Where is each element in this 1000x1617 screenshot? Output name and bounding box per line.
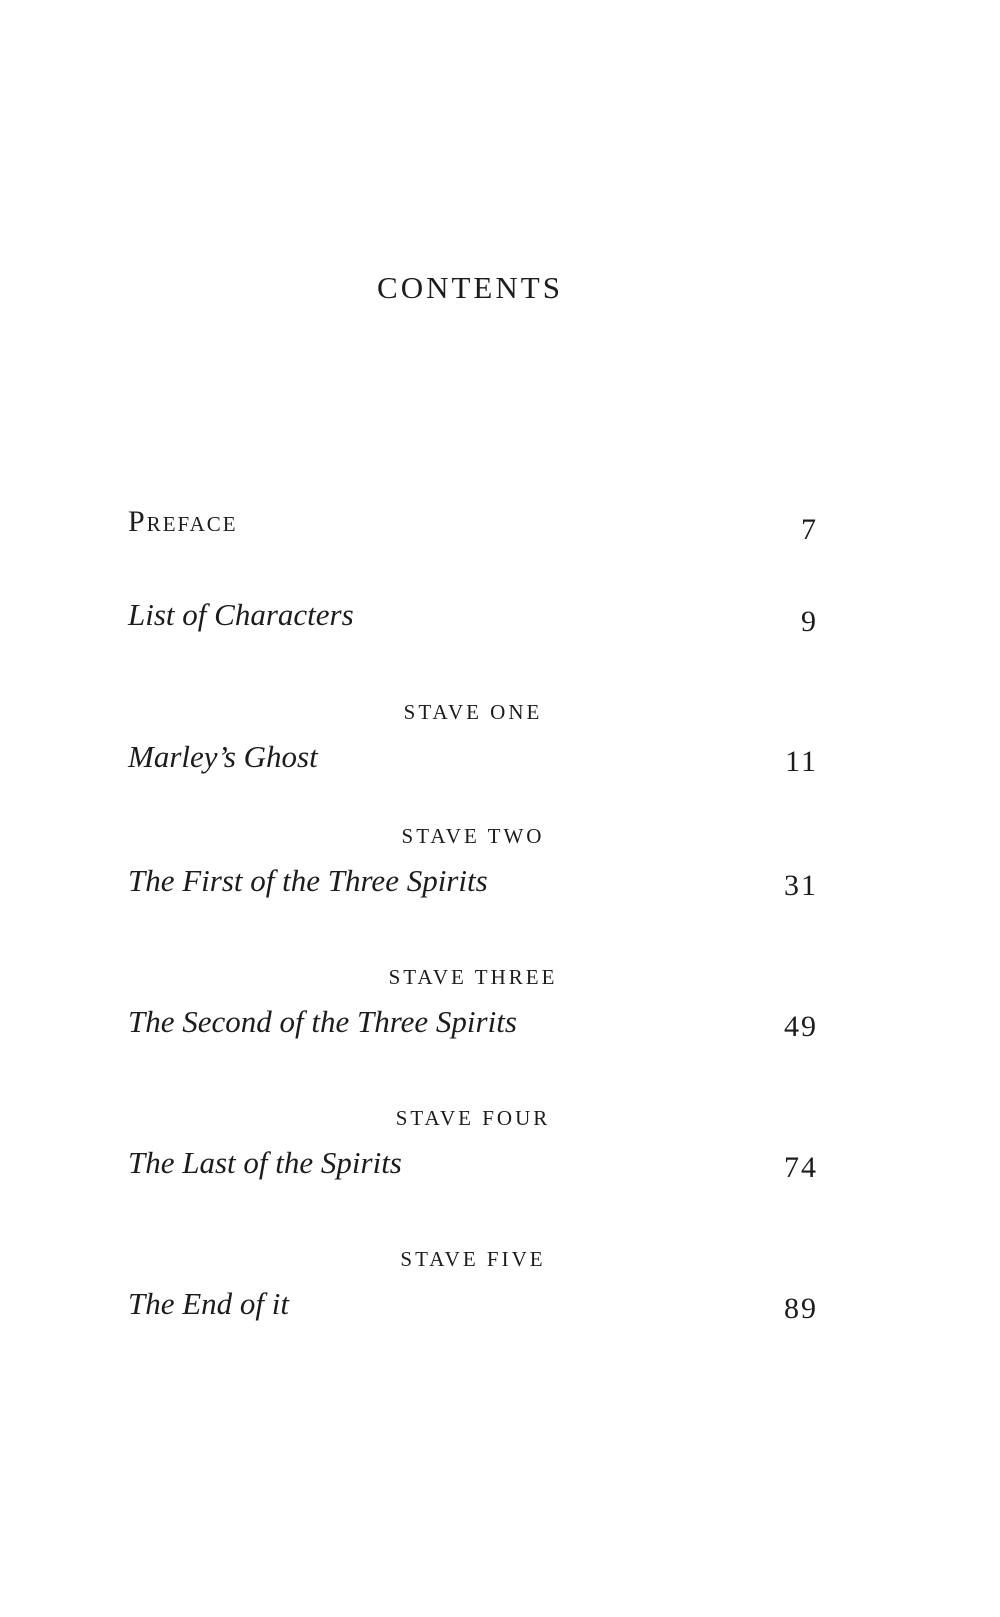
toc-entry-page: 11 <box>785 745 818 778</box>
toc-entry-stave-four[interactable] <box>128 1106 818 1196</box>
toc-entry-preface[interactable] <box>128 505 818 555</box>
stave-label: STAVE TWO <box>401 824 545 848</box>
toc-entry-page: 7 <box>801 513 818 546</box>
stave-label: STAVE FOUR <box>395 1106 551 1130</box>
toc-entry-stave-three[interactable] <box>128 965 818 1055</box>
toc-entry-title: The End of it <box>128 1286 290 1321</box>
toc-entry-page: 9 <box>801 605 818 638</box>
stave-label: STAVE THREE <box>388 965 558 989</box>
toc-entry-page: 49 <box>784 1010 818 1043</box>
toc-entry-page: 89 <box>784 1292 818 1325</box>
toc-entry-title: Preface <box>128 505 238 538</box>
toc-entry-stave-five[interactable] <box>128 1247 818 1337</box>
stave-label: STAVE FIVE <box>400 1247 546 1271</box>
toc-entry-stave-two[interactable] <box>128 824 818 914</box>
toc-entry-title: List of Characters <box>128 597 354 632</box>
contents-heading: CONTENTS <box>377 270 563 305</box>
toc-entry-stave-one[interactable] <box>128 700 818 790</box>
toc-entry-page: 31 <box>784 869 818 902</box>
stave-label: STAVE ONE <box>403 700 543 724</box>
toc-entry-title: The Last of the Spirits <box>128 1145 402 1180</box>
toc-entry-title: The First of the Three Spirits <box>128 863 488 898</box>
toc-entry-title: Marley’s Ghost <box>128 739 318 774</box>
toc-entry-list-of-characters[interactable] <box>128 597 818 647</box>
toc-entry-title: The Second of the Three Spirits <box>128 1004 517 1039</box>
toc-entry-page: 74 <box>784 1151 818 1184</box>
